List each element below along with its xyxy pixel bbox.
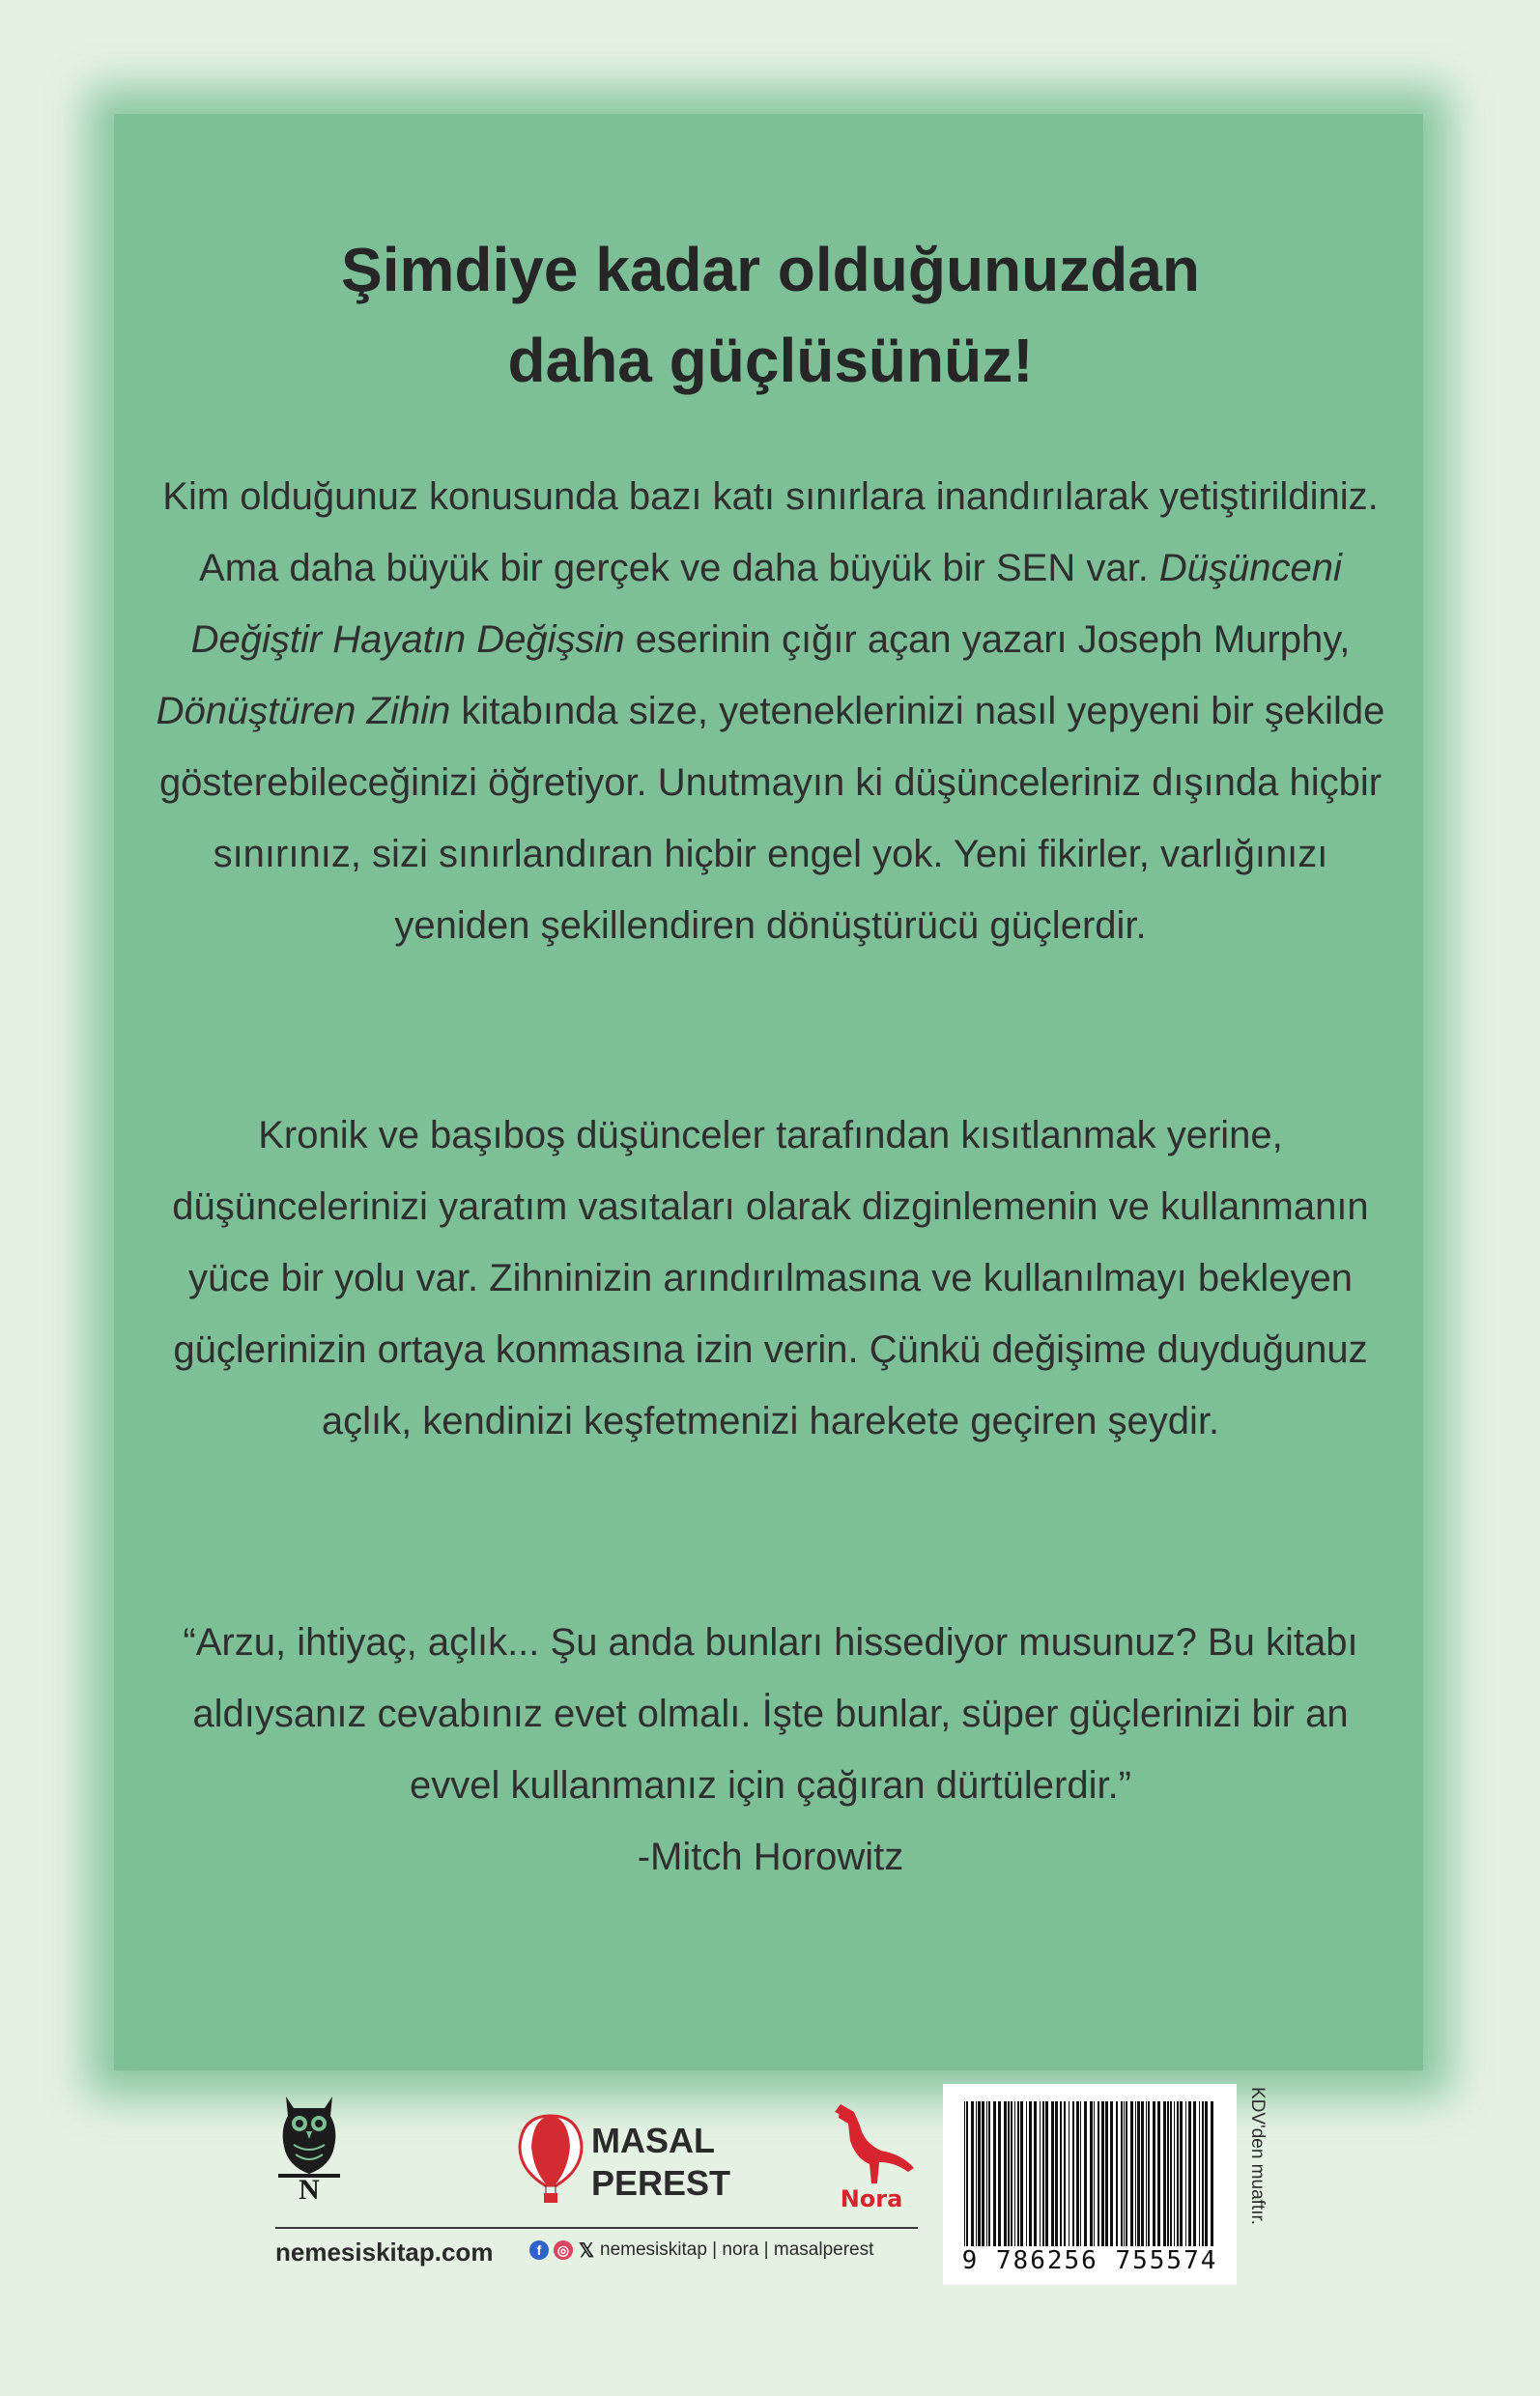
barcode-bar bbox=[1060, 2101, 1062, 2246]
barcode-bars bbox=[960, 2101, 1219, 2246]
barcode-bar bbox=[971, 2101, 974, 2246]
barcode-bar bbox=[988, 2101, 990, 2246]
barcode-bar bbox=[966, 2101, 968, 2246]
barcode-bar bbox=[982, 2101, 984, 2246]
barcode-bar bbox=[1202, 2101, 1204, 2246]
facebook-icon[interactable]: f bbox=[529, 2240, 549, 2260]
balloon-logo-word-2: PEREST bbox=[591, 2163, 731, 2203]
barcode-bar bbox=[976, 2101, 977, 2246]
barcode-bar bbox=[1126, 2101, 1127, 2246]
social-handles bbox=[529, 2239, 873, 2261]
footer-divider bbox=[275, 2227, 918, 2229]
barcode-bar bbox=[1055, 2101, 1058, 2246]
headline bbox=[174, 224, 1367, 406]
barcode-bar bbox=[1029, 2101, 1032, 2246]
social-handles-text: nemesiskitap | nora | masalperest bbox=[600, 2239, 874, 2260]
barcode-bar bbox=[1004, 2101, 1007, 2246]
barcode-bar bbox=[1105, 2101, 1108, 2246]
barcode-bar bbox=[1153, 2101, 1155, 2246]
barcode-bar bbox=[1034, 2101, 1037, 2246]
barcode-bar bbox=[1040, 2101, 1041, 2246]
blurb-text: eserinin çığır açan yazarı Joseph Murphy, bbox=[624, 618, 1351, 661]
barcode-bar bbox=[1098, 2101, 1099, 2246]
barcode-bar bbox=[1157, 2101, 1160, 2246]
barcode-bar bbox=[1110, 2101, 1113, 2246]
blurb-text: Kim olduğunuz konusunda bazı katı sınırlara inandırılarak yetiştirildiniz. Ama daha büyük bir gerçek ve daha büyük bir SEN var. bbox=[162, 475, 1379, 589]
barcode-bar bbox=[1042, 2101, 1044, 2246]
barcode-bar bbox=[1008, 2101, 1010, 2246]
barcode-bar bbox=[1045, 2101, 1048, 2246]
barcode-bar bbox=[1205, 2101, 1208, 2246]
barcode-bar bbox=[1017, 2101, 1019, 2246]
barcode-bar bbox=[1121, 2101, 1123, 2246]
barcode-bar bbox=[1146, 2101, 1147, 2246]
barcode-bar bbox=[1177, 2101, 1179, 2246]
balloon-logo-word-1: MASAL bbox=[591, 2121, 715, 2160]
barcode-bar bbox=[1174, 2101, 1175, 2246]
barcode-bar bbox=[1076, 2101, 1079, 2246]
barcode-bar bbox=[993, 2101, 996, 2246]
blurb-paragraph-2: Kronik ve başıboş düşünceler tarafından kısıtlanmak yerine, düşüncelerinizi yaratım vasıtaları olarak dizginlemenin ve kullanmanın yüce bir yolu var. Zihninizin arındırılmasına ve kullanılmayı bekleyen güçlerinizin ortaya konmasına izin verin. Çünkü değişime duyduğunuz açlık, kendinizi keşfetmenizi harekete geçiren şeydir. bbox=[172, 1114, 1369, 1442]
barcode-bar bbox=[1170, 2101, 1172, 2246]
barcode-bar bbox=[1080, 2101, 1081, 2246]
barcode-bar bbox=[1137, 2101, 1140, 2246]
isbn-barcode bbox=[943, 2084, 1237, 2285]
barcode-bar bbox=[1199, 2101, 1200, 2246]
barcode-bar bbox=[1180, 2101, 1183, 2246]
isbn-digits: 9 786256 755574 bbox=[961, 2246, 1218, 2275]
barcode-bar bbox=[1141, 2101, 1144, 2246]
book-title-reference: Düşünceni Değiştir Hayatın Değişsin bbox=[190, 547, 1342, 661]
barcode-bar bbox=[1163, 2101, 1166, 2246]
nora-logo-text: Nora bbox=[840, 2185, 903, 2212]
barcode-bar bbox=[1020, 2101, 1023, 2246]
vat-note: KDV'den muaftır. bbox=[1247, 2087, 1268, 2226]
blurb-paragraph-1 bbox=[145, 461, 1396, 961]
barcode-bar bbox=[1026, 2101, 1027, 2246]
barcode-bar bbox=[1167, 2101, 1169, 2246]
blurb-text: kitabında size, yeteneklerinizi nasıl yepyeni bir şekilde gösterebileceğinizi öğretiyor. Unutmayın ki düşünceleriniz dışında hiçbir sınırınız, sizi sınırlandıran hiçbir engel yok. Yeni fikirler, varlığınızı yeniden şekillendiren dönüştürücü güçlerdir. bbox=[158, 690, 1385, 947]
barcode-bar bbox=[1148, 2101, 1150, 2246]
barcode-bar bbox=[1051, 2101, 1054, 2246]
barcode-bar bbox=[1090, 2101, 1093, 2246]
barcode-bar bbox=[1011, 2101, 1012, 2246]
barcode-bar bbox=[978, 2101, 981, 2246]
book-title: Dönüştüren Zihin bbox=[156, 690, 451, 732]
barcode-bar bbox=[1185, 2101, 1186, 2246]
owl-logo-letter: N bbox=[299, 2174, 320, 2203]
quote-attribution: -Mitch Horowitz bbox=[637, 1836, 904, 1878]
quote-text: “Arzu, ihtiyaç, açlık... Şu anda bunları hissediyor musunuz? Bu kitabı aldıysanız cevabınız evet olmalı. İşte bunlar, süper güçlerinizi bir an evvel kullanmanız için çağıran dürtülerdir.” bbox=[183, 1621, 1358, 1807]
headline-line-1: Şimdiye kadar olduğunuzdan bbox=[341, 235, 1200, 304]
quote-block bbox=[145, 1607, 1396, 1893]
headline-line-2: daha güçlüsünüz! bbox=[507, 326, 1034, 395]
barcode-bar bbox=[998, 2101, 1001, 2246]
barcode-bar bbox=[1130, 2101, 1133, 2246]
barcode-bar bbox=[1211, 2101, 1213, 2246]
masalperest-balloon-logo bbox=[512, 2106, 754, 2212]
barcode-bar bbox=[1124, 2101, 1125, 2246]
barcode-bar bbox=[1188, 2101, 1191, 2246]
barcode-bar bbox=[1014, 2101, 1015, 2246]
barcode-bar bbox=[1116, 2101, 1118, 2246]
barcode-bar bbox=[1064, 2101, 1066, 2246]
barcode-bar bbox=[986, 2101, 987, 2246]
barcode-bar bbox=[1193, 2101, 1196, 2246]
barcode-bar bbox=[1135, 2101, 1136, 2246]
barcode-bar bbox=[1084, 2101, 1087, 2246]
nemesis-owl-logo bbox=[271, 2087, 348, 2203]
barcode-bar bbox=[1094, 2101, 1095, 2246]
x-twitter-icon[interactable]: 𝕏 bbox=[578, 2239, 595, 2262]
barcode-bar bbox=[964, 2101, 965, 2246]
nora-dog-logo bbox=[821, 2095, 927, 2212]
barcode-bar bbox=[1101, 2101, 1104, 2246]
website-link[interactable]: nemesiskitap.com bbox=[275, 2238, 494, 2267]
instagram-icon[interactable]: ◎ bbox=[554, 2240, 573, 2260]
barcode-bar bbox=[1072, 2101, 1074, 2246]
